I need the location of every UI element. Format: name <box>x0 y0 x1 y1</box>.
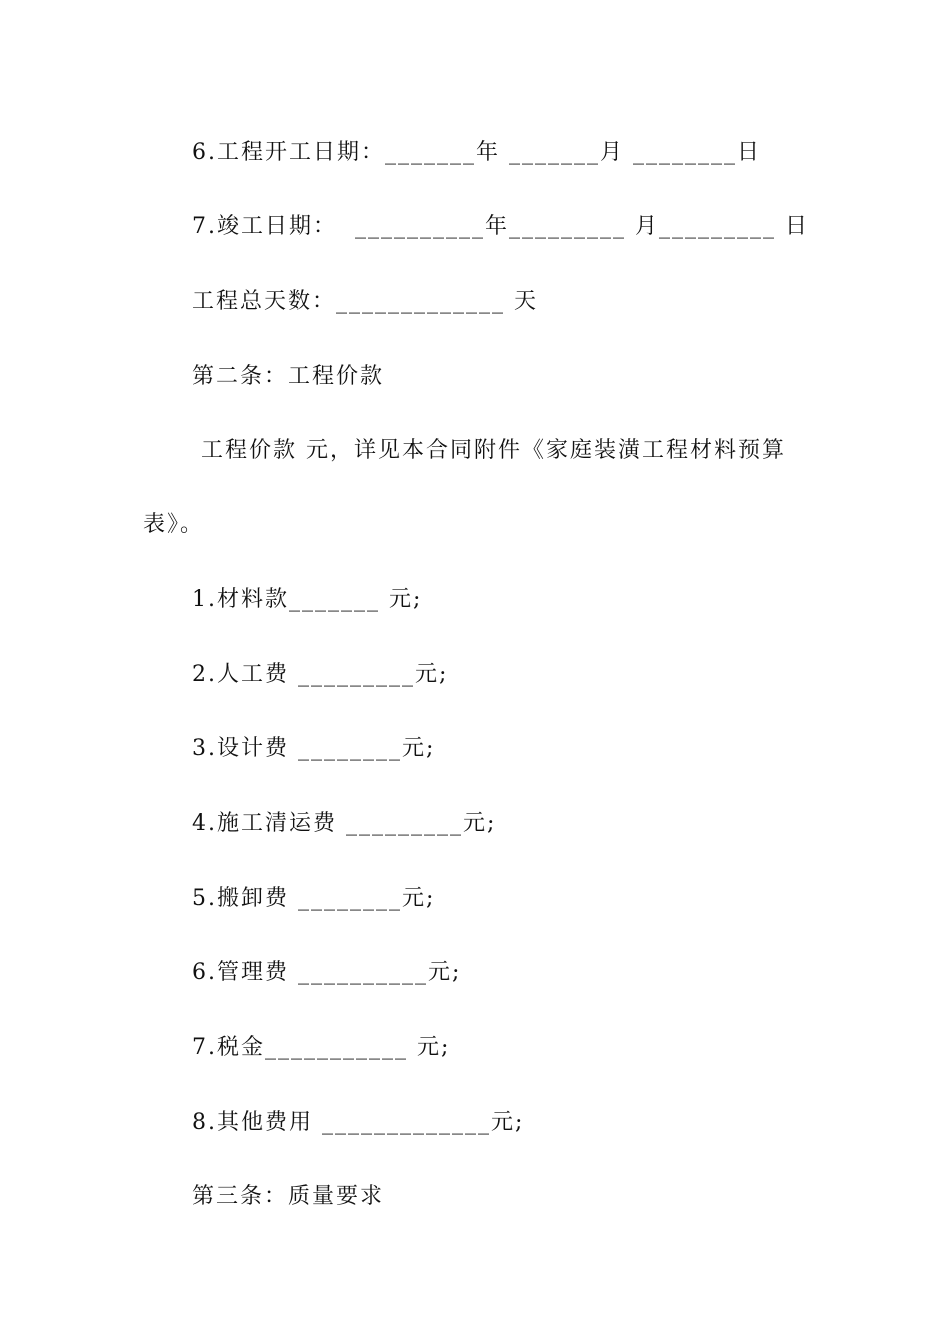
design-fee-line: 3.设计费 ________元; <box>192 736 436 761</box>
total-days-line: 工程总天数：_____________ 天 <box>192 289 538 314</box>
price-paragraph-line-1: 工程价款 元，详见本合同附件《家庭装潢工程材料预算 <box>192 438 786 463</box>
cleanup-fee-line: 4.施工清运费 _________元; <box>192 811 497 836</box>
handling-fee-line: 5.搬卸费 ________元; <box>192 886 436 911</box>
tax-line: 7.税金___________ 元; <box>192 1035 451 1060</box>
price-paragraph-line-2: 表》。 <box>143 512 205 537</box>
management-fee-line: 6.管理费 __________元; <box>192 960 462 985</box>
other-fees-line: 8.其他费用 _____________元; <box>192 1110 525 1135</box>
labor-cost-line: 2.人工费 _________元; <box>192 662 449 687</box>
article-two-heading: 第二条：工程价款 <box>192 364 385 389</box>
completion-date-line: 7.竣工日期： __________年_________ 月_________ 日 <box>192 214 809 239</box>
start-date-line: 6.工程开工日期：_______年 _______月 ________日 <box>192 140 761 165</box>
article-three-heading: 第三条：质量要求 <box>192 1184 385 1209</box>
material-cost-line: 1.材料款_______ 元; <box>192 587 423 612</box>
